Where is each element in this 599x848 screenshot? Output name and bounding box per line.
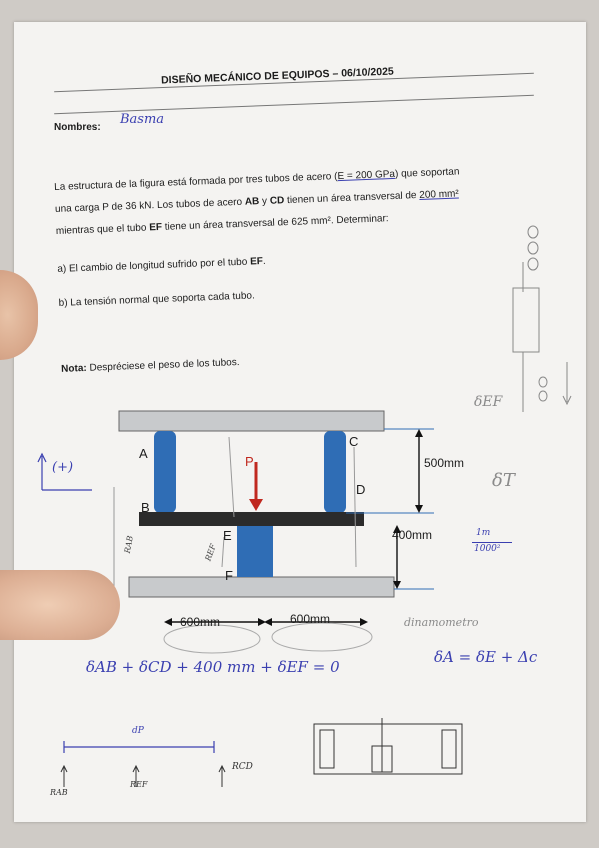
- dim-top: 500mm: [424, 456, 465, 470]
- tube-ef-label: EF: [149, 221, 163, 234]
- label-f: F: [225, 568, 233, 583]
- question-b: b) La tensión normal que soporta cada tubo.: [58, 290, 255, 309]
- pencil-dinamometro: dinamometro: [404, 616, 479, 629]
- unit-conv-bar: [472, 542, 512, 543]
- compat-equation-right: δA = δE + Δc: [434, 648, 538, 666]
- unit-conv-top: 1m: [476, 528, 491, 538]
- exam-paper: [14, 22, 586, 822]
- modulus-value: E = 200 GPa: [337, 168, 396, 183]
- tube-ab: [154, 431, 176, 513]
- note-label: Nota:: [60, 362, 87, 375]
- question-a: [57, 256, 266, 275]
- names-value: Basma: [120, 112, 165, 127]
- unit-conv-bottom: 1000²: [474, 544, 501, 554]
- line3-text-a: mientras que el tubo: [55, 222, 150, 237]
- label-d: D: [356, 482, 366, 497]
- question-a-ef: EF: [249, 256, 264, 268]
- top-plate: [119, 411, 384, 431]
- side-rab: RAB: [122, 535, 135, 554]
- problem-line-1: [54, 166, 460, 193]
- side-ref: REF: [203, 542, 218, 563]
- label-b: B: [141, 500, 150, 515]
- load-arrow-head: [249, 499, 263, 511]
- names-label: Nombres:: [54, 122, 101, 133]
- tube-ab-label: AB: [244, 196, 260, 208]
- pencil-side-sketch: [489, 222, 579, 422]
- exam-title: DISEÑO MECÁNICO DE EQUIPOS – 06/10/2025: [160, 65, 394, 87]
- line2-text-a: una carga P de 36 kN. Los tubos de acero: [54, 196, 246, 215]
- note: [61, 357, 240, 375]
- pencil-delta-ef: δEF: [474, 394, 503, 410]
- bottom-rcd: RCD: [232, 762, 253, 772]
- bottom-sketch-box: [310, 716, 470, 796]
- label-e: E: [223, 528, 232, 543]
- bottom-plate: [129, 577, 394, 597]
- compat-equation: δAB + δCD + 400 mm + δEF = 0: [86, 658, 340, 676]
- bottom-rab: RAB: [50, 788, 68, 797]
- label-c: C: [349, 434, 359, 449]
- bottom-sketch-beam: [54, 727, 294, 797]
- question-a-text: a) El cambio de longitud sufrido por el tubo: [57, 256, 251, 275]
- line3-text-b: tiene un área transversal de 625 mm². Determinar:: [161, 213, 389, 233]
- tube-cd: [324, 431, 346, 513]
- pencil-delta-t: δT: [492, 470, 515, 491]
- note-text: Despréciese el peso de los tubos.: [86, 357, 240, 374]
- question-a-end: .: [262, 255, 266, 268]
- line2-and: y: [259, 195, 271, 208]
- tube-ef: [237, 525, 273, 577]
- bottom-ref: REF: [130, 780, 148, 789]
- problem-line-2: [55, 188, 459, 214]
- label-a: A: [139, 446, 148, 461]
- sign-convention: (+): [52, 460, 74, 475]
- label-p: P: [245, 454, 254, 469]
- problem-line-3: [56, 213, 389, 237]
- finger-lower: [0, 570, 120, 640]
- tube-cd-label: CD: [269, 195, 285, 207]
- line2-text-b: tienen un área transversal de: [284, 189, 420, 207]
- line1-text-c: ) que soportan: [394, 166, 460, 180]
- bottom-dp: dP: [132, 726, 144, 736]
- dim-left: 600mm: [180, 615, 221, 629]
- area-value: 200 mm²: [419, 188, 459, 201]
- axis-sketch: [36, 450, 96, 500]
- dim-middle: 400mm: [392, 528, 433, 542]
- dim-right: 600mm: [290, 612, 331, 626]
- line1-text-a: La estructura de la figura está formada por tres tubos de acero (: [54, 171, 338, 193]
- rigid-beam: [139, 512, 364, 526]
